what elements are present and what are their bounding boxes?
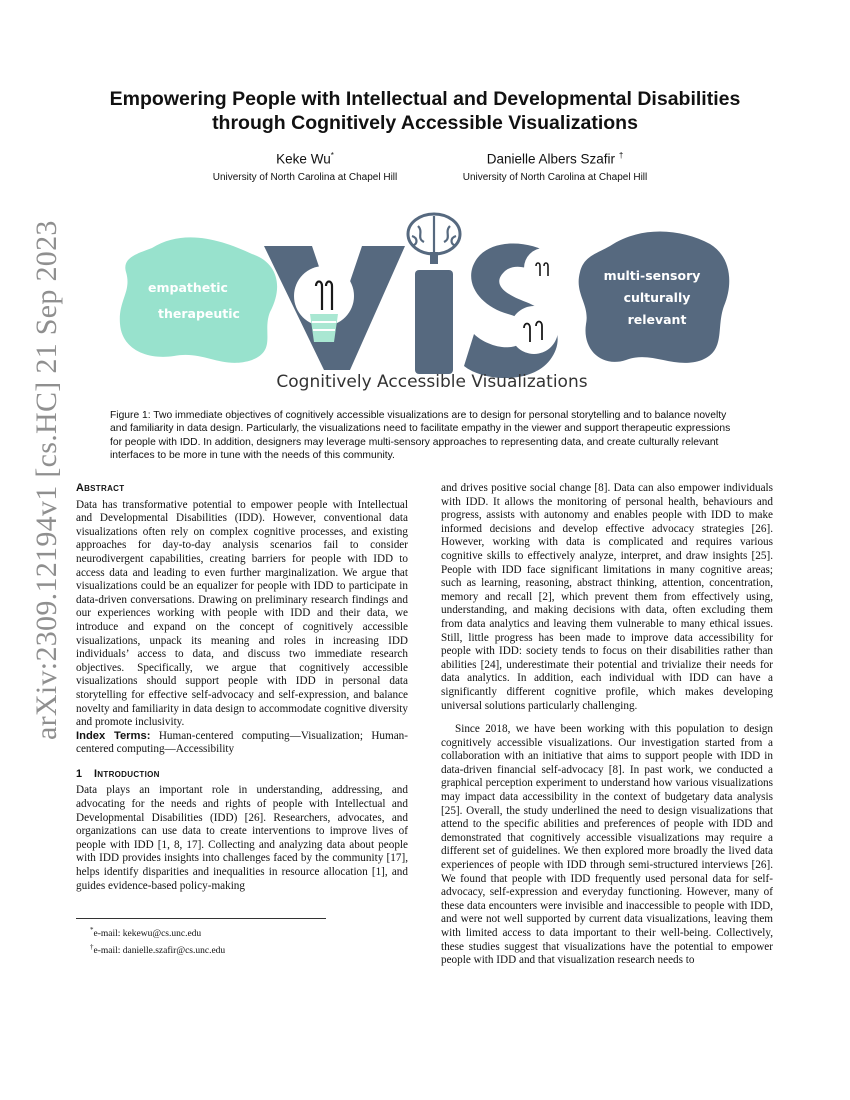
intro-heading (76, 768, 408, 782)
intro-number: 1 (76, 767, 83, 780)
teaser-figure (112, 210, 732, 395)
footnote-rule (76, 918, 326, 919)
s-bulb-bottom (510, 306, 558, 354)
s-bulb-top (524, 248, 564, 288)
letter-i (415, 270, 453, 374)
left-mint-blob (120, 237, 277, 362)
author-1 (195, 147, 415, 185)
right-column (441, 482, 773, 968)
arxiv-identifier: arXiv:2309.12194v1 [cs.HC] 21 Sep 2023 (30, 220, 63, 740)
footnote-2-text: e-mail: danielle.szafir@cs.unc.edu (93, 945, 226, 956)
author-2-mark: † (618, 151, 624, 160)
index-terms-label: Index Terms: (76, 729, 151, 742)
intro-paragraph-2: Since 2018, we have been working with this population to design cognitively accessible visualizations. Our investigation started from a collaboration with an initiative that aims to support people with IDD in data-driven financial self-advocacy [8]. In past work, we conducted a graphical perception experiment to understand how various visualizations may impact data accessibility in the context of budgetary data analysis [25]. Overall, the study underlined the need to design visualizations that attend to the specific abilities and preferences of people with IDD and demonstrated that cognitively accessible visualizations may require a different set of guidelines. We then explored more broadly the lived data experiences of people with IDD through semi-structured interviews [26]. We found that people with IDD frequently used personal data for self-advocacy, self-expression and everyday functioning. However, many of these data encounters were invisible and inaccessible to people with IDD, and were not well supported by current data visualizations, leaving them with limited access to data important to their well-being. Collectively, these studies suggest that visualizations have the potential to empower people with IDD and that visualization research needs to (441, 723, 773, 967)
abstract-heading: Abstract (76, 482, 125, 494)
intro-paragraph-1-continued: and drives positive social change [8]. Data can also empower individuals with IDD. It allows the monitoring of personal health, behaviours and progress, assists with autonomy and enables people with IDD to make informed decisions and develop effective advocacy strategies [26]. However, working with data is complicated and requires various cognitive skills to effectively analyze, interpret, and draw insights [25]. People with IDD face significant limitations in many cognitive areas; such as learning, reasoning, abstract thinking, attention, concentration, memory and recall [2], which prevent them from effectively using, understanding, and making decisions with data, often excluding them from data analytics and leaving them vulnerable to many ethical issues. Still, little progress has been made to improve data accessibility for people with IDD: society tends to focus on their disabilities rather than abilities [24], underestimate their potential and trivialize their needs for data analytics. In addition, each individual with IDD can have a significantly different cognitive profile, which makes developing universal solutions particularly challenging. (441, 482, 773, 712)
author-1-name: Keke Wu (276, 151, 331, 167)
footnotes (90, 924, 225, 957)
author-1-mark: * (330, 151, 334, 160)
figure-caption: Figure 1: Two immediate objectives of cognitively accessible visualizations are to design for personal storytelling and to balance novelty and familiarity in data design. Particularly, the visualizations need to facilitate empathy in the viewer and support therapeutic expressions for people with IDD. In addition, designers may leverage multi-sensory approaches to representing data, and create culturally relevant interfaces to be more in tune with the needs of this community. (110, 410, 731, 462)
left-blob-line-1: empathetic (148, 280, 228, 295)
left-blob-line-2: therapeutic (158, 306, 240, 321)
title-line-2: through Cognitively Accessible Visualizations (212, 112, 638, 134)
footnote-1-mark: * (90, 926, 94, 934)
right-blob-line-3: relevant (627, 312, 687, 327)
author-1-affiliation: University of North Carolina at Chapel Hill (212, 171, 398, 183)
footnote-2-mark: † (90, 942, 94, 951)
right-blob-line-2: culturally (623, 290, 691, 305)
index-terms (76, 730, 408, 757)
footnote-1-text: e-mail: kekewu@cs.unc.edu (93, 929, 202, 940)
footnote-1 (90, 924, 225, 941)
author-2-name: Danielle Albers Szafir (486, 151, 616, 167)
intro-paragraph-1: Data plays an important role in understanding, addressing, and advocating for the needs and rights of people with Intellectual and Developmental Disabilities (IDD) [26]. Researchers, advocates, and organizations can use data to create interventions to improve lives of people with IDD [1, 8, 17]. Collecting and analyzing data about people with IDD provides insights into challenges faced by the community [17], helps identify disparities and inequalities in resource allocation [1], and guides evidence-based policy-making (76, 784, 408, 892)
left-column (76, 482, 408, 893)
paper-title (70, 87, 780, 135)
author-2-affiliation: University of North Carolina at Chapel Hill (462, 171, 648, 183)
intro-title: Introduction (94, 767, 160, 780)
brain-icon (408, 214, 460, 264)
author-2 (440, 147, 670, 185)
right-blob-line-1: multi-sensory (603, 268, 701, 283)
index-terms-text: Human-centered computing—Visualization; Human-centered computing—Accessibility (76, 729, 408, 756)
footnote-2 (90, 941, 225, 958)
figure-tagline: Cognitively Accessible Visualizations (276, 372, 588, 392)
abstract-text: Data has transformative potential to empower people with Intellectual and Developmental Disabilities (IDD). However, conventional data visualizations often rely on complex cognitive processes, and existing approaches for day-to-day analysis scenarios fail to consider neurodivergent capabilities, creating barriers for people with IDD to access data and leading to even further marginalization. We argue that visualizations could be an equalizer for people with IDD to participate in data-driven conversations. Drawing on preliminary research findings and our experiences working with people with IDD and their data, we introduce and expand on the concept of cognitively accessible visualizations, unpack its meaning and roles in increasing IDD individuals’ access to data, and discuss two immediate research objectives. Specifically, we argue that cognitively accessible visualizations should support people with IDD in personal data storytelling for effective self-advocacy and self-expression, and balance novelty and familiarity in data design to accommodate cognitive diversity and promote inclusivity. (76, 498, 408, 729)
title-line-1: Empowering People with Intellectual and Developmental Disabilities (109, 88, 741, 110)
